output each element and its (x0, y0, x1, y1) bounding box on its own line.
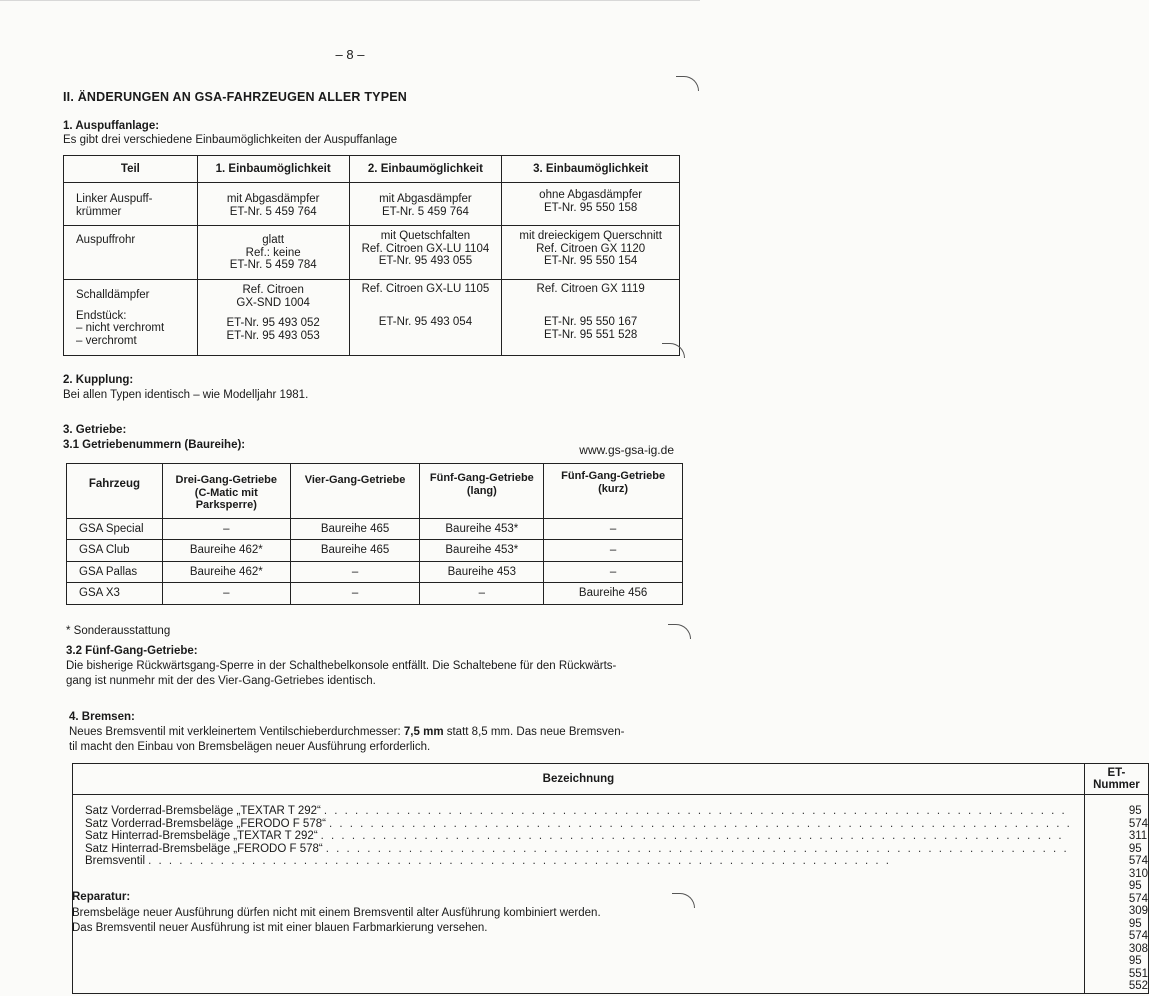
bremsen-heading: 4. Bremsen: (69, 711, 135, 723)
table-cell: Baureihe 453 (420, 562, 544, 583)
table-cell: – (544, 562, 683, 583)
table-cell (73, 795, 1085, 994)
header-cell: Vier-Gang-Getriebe (290, 464, 420, 519)
table-header-row (67, 464, 683, 519)
table-cell: mit Abgasdämpfer ET-Nr. 5 459 764 (197, 183, 349, 226)
header-cell: Drei-Gang-Getriebe (C-Matic mit Parksperre) (162, 464, 290, 519)
getriebe-table (66, 463, 683, 605)
fuenfgang-heading: 3.2 Fünf-Gang-Getriebe: (66, 645, 198, 657)
header-cell: Teil (64, 156, 198, 183)
bremsen-table (72, 763, 1149, 994)
table-cell: Baureihe 462* (162, 562, 290, 583)
table-row (73, 795, 1149, 994)
table-cell: – (544, 540, 683, 562)
bremsen-text-line1: Neues Bremsventil mit verkleinertem Ventilschieberdurchmesser: 7,5 mm statt 8,5 mm. Das neue Bremsven- (69, 726, 625, 738)
table-cell: GSA Club (67, 540, 163, 562)
header-cell: 2. Einbaumöglichkeit (349, 156, 502, 183)
table-cell: – (290, 562, 420, 583)
table-cell: GSA Pallas (67, 562, 163, 583)
table-cell: mit Abgasdämpfer ET-Nr. 5 459 764 (349, 183, 502, 226)
table-cell: Linker Auspuff- krümmer (64, 183, 198, 226)
table-row (67, 519, 683, 540)
table-row (67, 583, 683, 605)
table-cell: Baureihe 453* (420, 540, 544, 562)
table-row (64, 280, 680, 356)
auspuff-heading: 1. Auspuffanlage: (63, 120, 160, 132)
table-row (67, 562, 683, 583)
table-cell: Baureihe 462* (162, 540, 290, 562)
table-cell: – (420, 583, 544, 605)
kupplung-heading: 2. Kupplung: (63, 374, 134, 386)
scan-mark-icon (668, 624, 691, 639)
table-cell: Baureihe 456 (544, 583, 683, 605)
table-cell: 95 574 311 95 574 310 95 574 309 95 574 308 95 551 552 (1084, 795, 1148, 994)
header-cell: Fahrzeug (67, 464, 163, 519)
table-cell: glatt Ref.: keine ET-Nr. 5 459 784 (197, 226, 349, 280)
table-cell: Schalldämpfer Endstück: – nicht verchromt – verchromt (64, 280, 198, 356)
list-item: Satz Vorderrad-Bremsbeläge „TEXTAR T 292“ . . . . . . . . . . . . . . . . . . . . . . . . . . . . . . . . . . . . . . . . . . . . . . . . . . . . . . . . . . . . . . . . . . . . . . . . (85, 805, 1067, 817)
header-cell: Fünf-Gang-Getriebe (kurz) (544, 464, 683, 519)
table-cell: Baureihe 465 (290, 540, 420, 562)
scan-edge (0, 0, 700, 5)
header-cell: 3. Einbaumöglichkeit (502, 156, 680, 183)
table-cell: – (162, 583, 290, 605)
table-cell: Ref. Citroen GX-SND 1004 ET-Nr. 95 493 052 ET-Nr. 95 493 053 (197, 280, 349, 356)
scan-mark-icon (662, 343, 685, 358)
table-cell: GSA Special (67, 519, 163, 540)
page-number: – 8 – (335, 47, 365, 62)
auspuff-table (63, 155, 680, 356)
table-cell: – (162, 519, 290, 540)
table-cell: Baureihe 465 (290, 519, 420, 540)
header-cell: 1. Einbaumöglichkeit (197, 156, 349, 183)
header-cell: Bezeichnung (73, 764, 1085, 795)
scan-mark-icon (676, 76, 699, 91)
table-cell: Baureihe 453* (420, 519, 544, 540)
header-cell: Fünf-Gang-Getriebe (lang) (420, 464, 544, 519)
kupplung-text: Bei allen Typen identisch – wie Modelljahr 1981. (63, 389, 309, 401)
table-row (64, 226, 680, 280)
table-cell: Ref. Citroen GX-LU 1105 ET-Nr. 95 493 054 (349, 280, 502, 356)
table-header-row (64, 156, 680, 183)
table-cell: – (544, 519, 683, 540)
list-item: Bremsventil . . . . . . . . . . . . . . . . . . . . . . . . . . . . . . . . . . . . . . . . . . . . . . . . . . . . . . . . . . . . . . . . . . . . . . . . (85, 855, 891, 867)
reparatur-text-line2: Das Bremsventil neuer Ausführung ist mit einer blauen Farbmarkierung versehen. (72, 922, 488, 934)
list-item: Satz Hinterrad-Bremsbeläge „FERODO F 578“ . . . . . . . . . . . . . . . . . . . . . . . . . . . . . . . . . . . . . . . . . . . . . . . . . . . . . . . . . . . . . . . . . . . . . . . . (85, 842, 1069, 855)
table-cell: ohne Abgasdämpfer ET-Nr. 95 550 158 (502, 183, 680, 226)
list-item: Satz Vorderrad-Bremsbeläge „FERODO F 578“ . . . . . . . . . . . . . . . . . . . . . . . . . . . . . . . . . . . . . . . . . . . . . . . . . . . . . . . . . . . . . . . . . . . . . . . . (85, 817, 1072, 830)
fuenfgang-text-line1: Die bisherige Rückwärtsgang-Sperre in der Schalthebelkonsole entfällt. Die Schaltebene für den Rückwärts- (66, 660, 617, 672)
table-cell: mit dreieckigem Querschnitt Ref. Citroen GX 1120 ET-Nr. 95 550 154 (502, 226, 680, 280)
header-cell: ET-Nummer (1084, 764, 1148, 795)
table-cell: GSA X3 (67, 583, 163, 605)
reparatur-heading: Reparatur: (72, 891, 131, 903)
fuenfgang-text-line2: gang ist nunmehr mit der des Vier-Gang-Getriebes identisch. (66, 675, 376, 687)
table-cell: – (290, 583, 420, 605)
reparatur-text-line1: Bremsbeläge neuer Ausführung dürfen nicht mit einem Bremsventil alter Ausführung kombiniert werden. (72, 907, 601, 919)
list-item: Satz Hinterrad-Bremsbeläge „TEXTAR T 292“ . . . . . . . . . . . . . . . . . . . . . . . . . . . . . . . . . . . . . . . . . . . . . . . . . . . . . . . . . . . . . . . . . . . . . . . . (85, 830, 1064, 842)
table-row (64, 183, 680, 226)
table-header-row (73, 764, 1149, 795)
table-cell: Auspuffrohr (64, 226, 198, 280)
footnote: * Sonderausstattung (66, 625, 171, 637)
getriebe-heading: 3. Getriebe: (63, 424, 127, 436)
table-cell: Ref. Citroen GX 1119 ET-Nr. 95 550 167 ET-Nr. 95 551 528 (502, 280, 680, 356)
getriebe-subheading: 3.1 Getriebenummern (Baureihe): (63, 439, 246, 451)
website-watermark: www.gs-gsa-ig.de (579, 443, 674, 457)
auspuff-intro: Es gibt drei verschiedene Einbaumöglichkeiten der Auspuffanlage (63, 134, 398, 146)
section-title: II. ÄNDERUNGEN AN GSA-FAHRZEUGEN ALLER TYPEN (63, 90, 407, 104)
table-row (67, 540, 683, 562)
bremsen-text-line2: til macht den Einbau von Bremsbelägen neuer Ausführung erforderlich. (69, 741, 431, 753)
table-cell: mit Quetschfalten Ref. Citroen GX-LU 1104 ET-Nr. 95 493 055 (349, 226, 502, 280)
